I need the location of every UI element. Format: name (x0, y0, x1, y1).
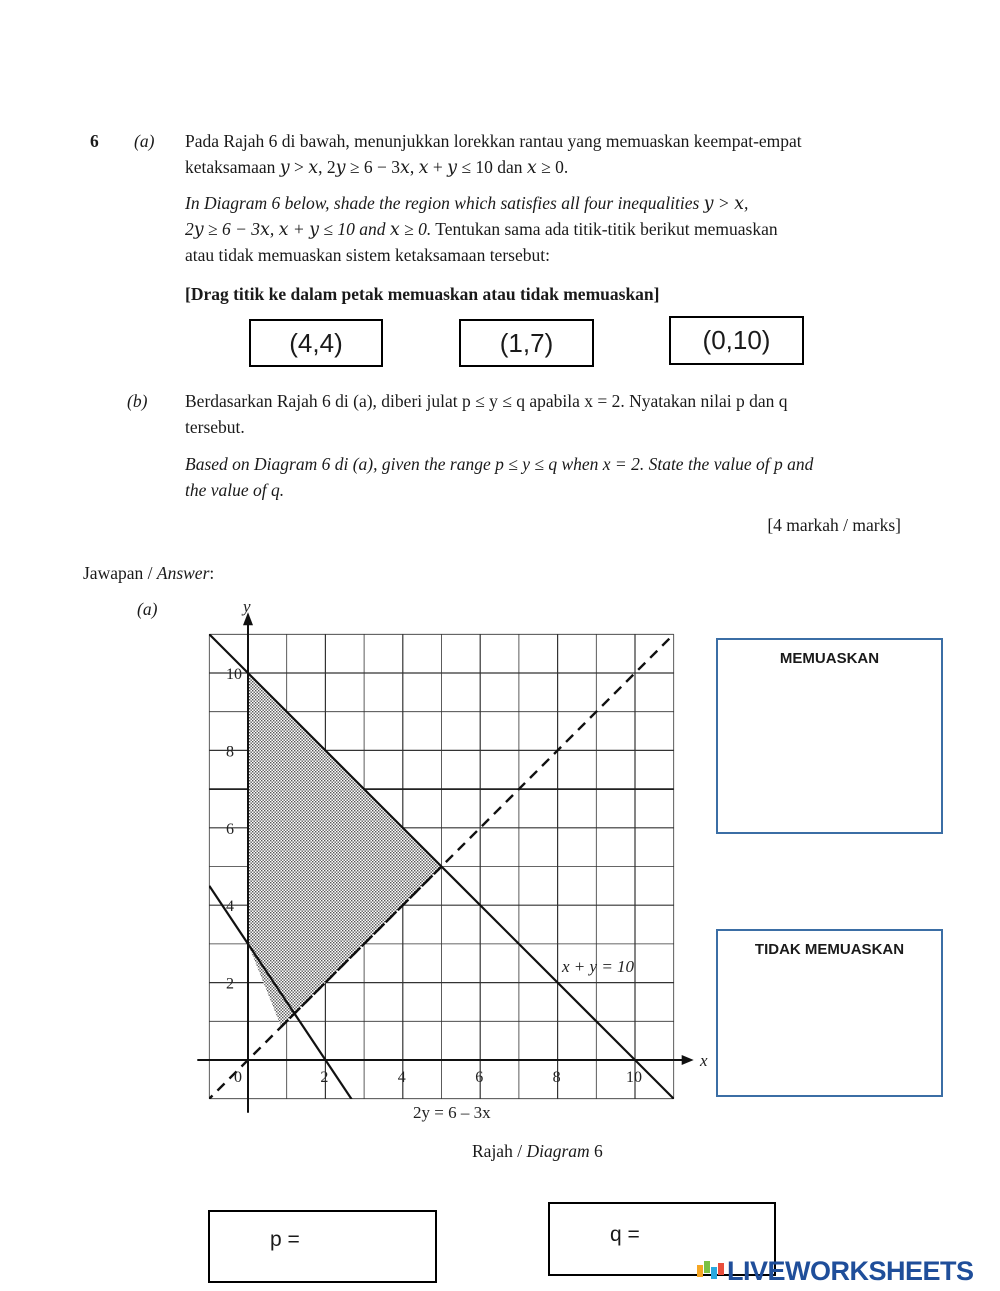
line-label-x-plus-y: x + y = 10 (562, 957, 635, 976)
shaded-region (248, 673, 442, 1027)
y-tick-label: 4 (226, 898, 234, 916)
marks-label: [4 markah / marks] (767, 515, 901, 535)
p-input[interactable] (310, 1226, 434, 1258)
part-b-malay-line-2: tersebut. (185, 417, 245, 437)
x-tick-label: 2 (320, 1069, 329, 1086)
q-input[interactable] (650, 1220, 774, 1252)
origin-label: 0 (234, 1069, 242, 1086)
p-answer-box (208, 1210, 437, 1283)
y-axis-label: y (243, 597, 251, 616)
part-a-malay-line-2: ketaksamaan 𝑦 > 𝑥, 2𝑦 ≥ 6 − 3𝑥, 𝑥 + 𝑦 ≤ 10 dan 𝑥 ≥ 0. (185, 157, 569, 177)
point-1-7-draggable[interactable]: (1,7) (459, 319, 594, 367)
answer-heading-english: Answer (156, 563, 210, 583)
satisfy-drop-zone[interactable] (716, 638, 943, 834)
satisfy-box-title: MEMUASKAN (779, 650, 880, 667)
y-tick-label: 6 (226, 820, 234, 838)
point-4-4-draggable[interactable]: (4,4) (249, 319, 383, 367)
y-tick-label: 8 (226, 743, 234, 761)
part-b-english-line-2: the value of q. (185, 480, 285, 500)
liveworksheets-mark-icon (697, 1257, 725, 1285)
y-tick-label: 10 (226, 666, 242, 683)
caption-english: Diagram (526, 1141, 590, 1161)
p-label: p = (270, 1228, 300, 1251)
answer-heading-colon: : (209, 563, 215, 583)
part-b-english-line-1: Based on Diagram 6 di (a), given the range p ≤ y ≤ q when x = 2. State the value of p and (185, 454, 814, 474)
diagram-caption (472, 1138, 603, 1164)
y-tick-label: 2 (226, 975, 234, 993)
answer-heading (83, 560, 214, 586)
inequality-graph (195, 595, 715, 1130)
x-tick-label: 10 (626, 1069, 642, 1086)
not-satisfy-box-title: TIDAK MEMUASKAN (754, 941, 905, 958)
line-label-2y: 2y = 6 – 3x (413, 1103, 491, 1122)
x-tick-label: 8 (552, 1069, 561, 1086)
x-axis-label: x (700, 1051, 708, 1070)
part-a-english-inequalities: 2𝑦 ≥ 6 − 3𝑥, 𝑥 + 𝑦 ≤ 10 and 𝑥 ≥ 0. (185, 219, 432, 239)
caption-number: 6 (589, 1141, 603, 1161)
point-0-10-draggable[interactable]: (0,10) (669, 316, 804, 365)
part-a-malay-determine: Tentukan sama ada titik-titik berikut memuaskan (431, 219, 778, 239)
x-axis-arrow-icon (682, 1055, 694, 1065)
x-tick-label: 6 (475, 1069, 484, 1086)
part-a-malay-line-1: Pada Rajah 6 di bawah, menunjukkan lorekkan rantau yang memuaskan keempat-empat (185, 131, 802, 151)
part-b-label: (b) (127, 391, 148, 411)
answer-heading-malay: Jawapan / (83, 563, 157, 583)
not-satisfy-drop-zone[interactable] (716, 929, 943, 1097)
drag-instruction: [Drag titik ke dalam petak memuaskan atau tidak memuaskan] (185, 284, 660, 304)
part-a-english-line-2 (185, 216, 778, 242)
answer-part-a-label: (a) (137, 599, 158, 619)
q-label: q = (610, 1223, 640, 1246)
part-a-label: (a) (134, 131, 155, 151)
x-tick-label: 4 (397, 1069, 406, 1086)
caption-malay: Rajah / (472, 1141, 527, 1161)
part-a-english-line-1: In Diagram 6 below, shade the region which satisfies all four inequalities 𝑦 > 𝑥, (185, 193, 749, 213)
liveworksheets-logo (697, 1254, 974, 1288)
part-a-malay-line-3: atau tidak memuaskan sistem ketaksamaan tersebut: (185, 245, 550, 265)
part-b-malay-line-1: Berdasarkan Rajah 6 di (a), diberi julat p ≤ y ≤ q apabila x = 2. Nyatakan nilai p dan q (185, 391, 788, 411)
question-number: 6 (90, 131, 99, 151)
logo-text: LIVEWORKSHEETS (727, 1255, 974, 1286)
